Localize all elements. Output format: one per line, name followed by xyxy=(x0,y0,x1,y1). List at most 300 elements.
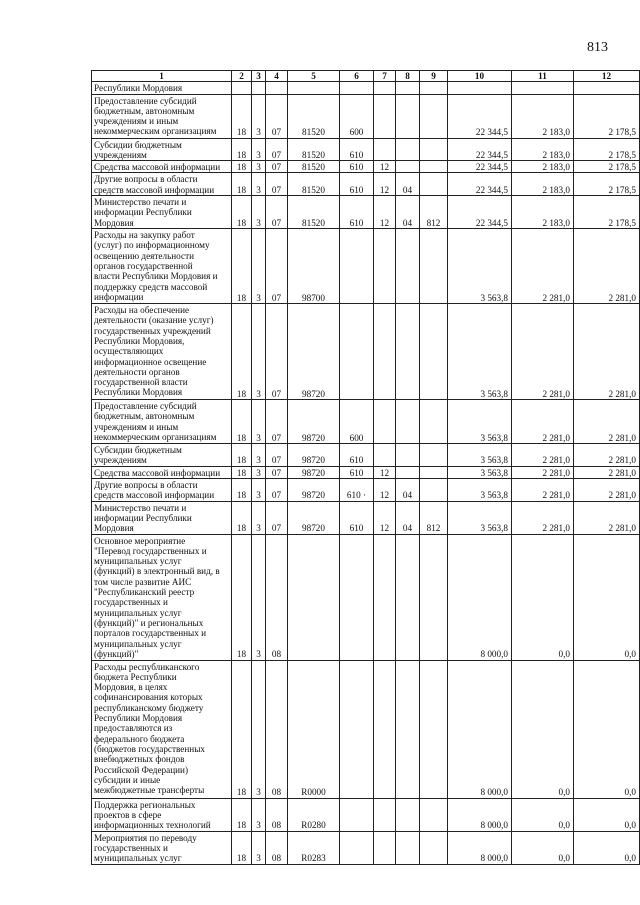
cell-c6 xyxy=(340,660,374,798)
cell-c5 xyxy=(288,534,340,660)
description-line: Республики Мордовия xyxy=(94,713,183,724)
cell-c3: 3 xyxy=(252,400,266,444)
cell-c11: 2 183,0 xyxy=(512,173,574,196)
cell-c12: 2 281,0 xyxy=(574,444,640,467)
cell-c7 xyxy=(374,534,396,660)
table-row xyxy=(92,229,640,304)
description-line: Мордовия xyxy=(94,523,134,534)
cell-c2: 18 xyxy=(232,466,252,478)
cell-c9 xyxy=(420,466,448,478)
cell-c12: 2 178,5 xyxy=(574,196,640,229)
table-row xyxy=(92,161,640,173)
description-line: Российской Федерации) xyxy=(94,764,189,775)
cell-c4 xyxy=(266,82,288,94)
description-line: Средства массовой информации xyxy=(94,162,221,173)
description-line: проектов в сфере xyxy=(94,809,162,820)
cell-c11: 2 281,0 xyxy=(512,478,574,501)
table-row xyxy=(92,400,640,444)
description-line: государственной власти xyxy=(94,377,188,388)
cell-c5: 98720 xyxy=(288,400,340,444)
cell-c7 xyxy=(374,798,396,831)
cell-c6 xyxy=(340,798,374,831)
cell-c9 xyxy=(420,478,448,501)
column-header: 12 xyxy=(574,71,640,82)
cell-c8 xyxy=(396,94,420,138)
description-line: Министерство печати и xyxy=(94,502,187,513)
cell-c6: 610 xyxy=(340,501,374,534)
description-line: том числе развитие АИС xyxy=(94,576,192,587)
table-row xyxy=(92,138,640,161)
cell-c6: 610 xyxy=(340,138,374,161)
cell-c8: 04 xyxy=(396,196,420,229)
cell-c5: R0283 xyxy=(288,831,340,864)
description-line: Предоставление субсидий xyxy=(94,95,197,106)
table-row xyxy=(92,534,640,660)
row-description xyxy=(92,229,232,304)
cell-c5: 81520 xyxy=(288,173,340,196)
cell-c12: 2 281,0 xyxy=(574,478,640,501)
cell-c4: 07 xyxy=(266,466,288,478)
row-description xyxy=(92,444,232,467)
description-line: Средства массовой информации xyxy=(94,467,221,478)
cell-c9 xyxy=(420,229,448,304)
row-description xyxy=(92,660,232,798)
cell-c10: 8 000,0 xyxy=(448,534,512,660)
row-description xyxy=(92,173,232,196)
description-line: (функций) в электронный вид, в xyxy=(94,566,220,577)
table-row xyxy=(92,173,640,196)
cell-c3: 3 xyxy=(252,444,266,467)
cell-c10: 22 344,5 xyxy=(448,173,512,196)
cell-c9 xyxy=(420,82,448,94)
cell-c2: 18 xyxy=(232,400,252,444)
table-row xyxy=(92,501,640,534)
cell-c6 xyxy=(340,304,374,400)
cell-c7: 12 xyxy=(374,196,396,229)
cell-c8 xyxy=(396,400,420,444)
cell-c3: 3 xyxy=(252,138,266,161)
table-row xyxy=(92,831,640,864)
cell-c11: 0,0 xyxy=(512,831,574,864)
column-header: 7 xyxy=(374,71,396,82)
cell-c11: 2 183,0 xyxy=(512,94,574,138)
description-line: бюджета Республики xyxy=(94,671,177,682)
cell-c4: 08 xyxy=(266,660,288,798)
cell-c3: 3 xyxy=(252,229,266,304)
description-line: средств массовой информации xyxy=(94,490,215,501)
cell-c7 xyxy=(374,660,396,798)
column-header: 3 xyxy=(252,71,266,82)
table-body xyxy=(92,71,640,865)
description-line: средств массовой информации xyxy=(94,184,215,195)
cell-c7 xyxy=(374,304,396,400)
cell-c10: 3 563,8 xyxy=(448,478,512,501)
cell-c6 xyxy=(340,534,374,660)
cell-c4: 08 xyxy=(266,831,288,864)
description-line: Субсидии бюджетным xyxy=(94,139,182,150)
description-line: Расходы на обеспечение xyxy=(94,305,190,316)
cell-c10: 22 344,5 xyxy=(448,94,512,138)
cell-c3: 3 xyxy=(252,660,266,798)
cell-c7: 12 xyxy=(374,173,396,196)
cell-c10: 22 344,5 xyxy=(448,161,512,173)
cell-c6: 610 xyxy=(340,161,374,173)
description-line: Мордовия xyxy=(94,217,134,228)
cell-c3: 3 xyxy=(252,304,266,400)
row-description xyxy=(92,94,232,138)
cell-c8 xyxy=(396,304,420,400)
description-line: Мероприятия по переводу xyxy=(94,832,197,843)
description-line: информации Республики xyxy=(94,512,192,523)
cell-c11: 2 183,0 xyxy=(512,196,574,229)
cell-c4: 07 xyxy=(266,304,288,400)
cell-c2: 18 xyxy=(232,138,252,161)
cell-c7 xyxy=(374,444,396,467)
cell-c6: 600 xyxy=(340,94,374,138)
cell-c5: 98720 xyxy=(288,466,340,478)
cell-c7: 12 xyxy=(374,478,396,501)
table-row xyxy=(92,466,640,478)
budget-table xyxy=(91,70,640,865)
cell-c8 xyxy=(396,798,420,831)
cell-c12: 0,0 xyxy=(574,534,640,660)
cell-c8: 04 xyxy=(396,173,420,196)
cell-c11: 2 183,0 xyxy=(512,161,574,173)
column-header: 6 xyxy=(340,71,374,82)
cell-c9: 812 xyxy=(420,196,448,229)
description-line: Поддержка региональных xyxy=(94,799,196,810)
cell-c10: 3 563,8 xyxy=(448,466,512,478)
description-line: Субсидии бюджетным xyxy=(94,445,182,456)
description-line: софинансирования которых xyxy=(94,692,203,703)
column-header: 1 xyxy=(92,71,232,82)
cell-c4: 07 xyxy=(266,444,288,467)
row-description xyxy=(92,161,232,173)
table-row xyxy=(92,660,640,798)
cell-c11: 2 281,0 xyxy=(512,304,574,400)
column-header: 10 xyxy=(448,71,512,82)
description-line: учреждениям xyxy=(94,455,147,466)
column-header: 2 xyxy=(232,71,252,82)
cell-c9 xyxy=(420,660,448,798)
cell-c9 xyxy=(420,161,448,173)
cell-c8 xyxy=(396,831,420,864)
cell-c12: 0,0 xyxy=(574,660,640,798)
cell-c7 xyxy=(374,229,396,304)
cell-c3: 3 xyxy=(252,798,266,831)
cell-c9 xyxy=(420,400,448,444)
description-line: Республики Мордовия, xyxy=(94,335,185,346)
cell-c12: 2 281,0 xyxy=(574,304,640,400)
cell-c9 xyxy=(420,831,448,864)
cell-c10: 22 344,5 xyxy=(448,138,512,161)
cell-c4: 07 xyxy=(266,229,288,304)
description-line: "Перевод государственных и xyxy=(94,545,207,556)
cell-c11: 2 281,0 xyxy=(512,466,574,478)
description-line: бюджетным, автономным xyxy=(94,411,195,422)
cell-c12: 0,0 xyxy=(574,831,640,864)
description-line: некоммерческим организациям xyxy=(94,431,217,442)
description-line: некоммерческим организациям xyxy=(94,126,217,137)
cell-c3: 3 xyxy=(252,534,266,660)
description-line: муниципальных услуг xyxy=(94,556,182,567)
cell-c10: 22 344,5 xyxy=(448,196,512,229)
cell-c2: 18 xyxy=(232,478,252,501)
description-line: (бюджетов государственных xyxy=(94,743,205,754)
cell-c8: 04 xyxy=(396,501,420,534)
description-line: Республики Мордовия xyxy=(94,83,183,94)
cell-c12: 2 178,5 xyxy=(574,173,640,196)
cell-c9 xyxy=(420,534,448,660)
description-line: (функций)" xyxy=(94,648,139,659)
cell-c12: 2 178,5 xyxy=(574,94,640,138)
description-line: федерального бюджета xyxy=(94,733,185,744)
table-row xyxy=(92,798,640,831)
cell-c6: 610 xyxy=(340,466,374,478)
cell-c5: 98720 xyxy=(288,478,340,501)
description-line: учреждениям xyxy=(94,149,147,160)
description-line: муниципальных услуг xyxy=(94,607,182,618)
cell-c5: 98720 xyxy=(288,444,340,467)
cell-c3: 3 xyxy=(252,196,266,229)
cell-c8 xyxy=(396,161,420,173)
cell-c10 xyxy=(448,82,512,94)
cell-c7: 12 xyxy=(374,501,396,534)
cell-c5: 81520 xyxy=(288,161,340,173)
cell-c8 xyxy=(396,229,420,304)
cell-c2: 18 xyxy=(232,173,252,196)
cell-c10: 3 563,8 xyxy=(448,444,512,467)
cell-c12: 2 281,0 xyxy=(574,501,640,534)
description-line: Расходы на закупку работ xyxy=(94,230,195,241)
cell-c7 xyxy=(374,831,396,864)
row-description xyxy=(92,400,232,444)
cell-c7 xyxy=(374,400,396,444)
row-description xyxy=(92,138,232,161)
cell-c10: 8 000,0 xyxy=(448,660,512,798)
description-line: поддержку средств массовой xyxy=(94,281,208,292)
cell-c2: 18 xyxy=(232,501,252,534)
cell-c8 xyxy=(396,138,420,161)
cell-c2: 18 xyxy=(232,304,252,400)
description-line: муниципальных услуг xyxy=(94,853,182,864)
cell-c5: 98720 xyxy=(288,501,340,534)
cell-c12: 2 178,5 xyxy=(574,138,640,161)
cell-c2: 18 xyxy=(232,196,252,229)
cell-c8: 04 xyxy=(396,478,420,501)
table-row xyxy=(92,82,640,94)
description-line: осуществляющих xyxy=(94,346,164,357)
description-line: учреждениям и иным xyxy=(94,116,179,127)
description-line: Основное мероприятие xyxy=(94,535,186,546)
cell-c6: 610 xyxy=(340,173,374,196)
cell-c11: 2 281,0 xyxy=(512,400,574,444)
description-line: (функций)" и региональных xyxy=(94,617,204,628)
row-description xyxy=(92,196,232,229)
description-line: государственных и xyxy=(94,842,168,853)
cell-c4: 07 xyxy=(266,478,288,501)
cell-c6: 610 xyxy=(340,444,374,467)
table-row xyxy=(92,444,640,467)
cell-c4: 08 xyxy=(266,534,288,660)
cell-c8 xyxy=(396,534,420,660)
description-line: информации xyxy=(94,291,144,302)
row-description xyxy=(92,831,232,864)
cell-c12: 2 281,0 xyxy=(574,466,640,478)
cell-c6: 600 xyxy=(340,400,374,444)
cell-c9: 812 xyxy=(420,501,448,534)
description-line: Другие вопросы в области xyxy=(94,479,198,490)
cell-c4: 07 xyxy=(266,400,288,444)
cell-c6 xyxy=(340,229,374,304)
description-line: межбюджетные трансферты xyxy=(94,785,205,796)
cell-c9 xyxy=(420,173,448,196)
cell-c11: 2 281,0 xyxy=(512,501,574,534)
cell-c10: 3 563,8 xyxy=(448,501,512,534)
cell-c8 xyxy=(396,660,420,798)
cell-c8 xyxy=(396,82,420,94)
cell-c6: 610 xyxy=(340,196,374,229)
cell-c6 xyxy=(340,82,374,94)
cell-c11: 0,0 xyxy=(512,534,574,660)
cell-c4: 07 xyxy=(266,138,288,161)
table-row xyxy=(92,304,640,400)
row-description xyxy=(92,478,232,501)
cell-c10: 3 563,8 xyxy=(448,400,512,444)
description-line: субсидии и иные xyxy=(94,774,161,785)
column-header: 4 xyxy=(266,71,288,82)
description-line: органов государственной xyxy=(94,260,193,271)
row-description xyxy=(92,798,232,831)
cell-c3: 3 xyxy=(252,831,266,864)
cell-c7: 12 xyxy=(374,466,396,478)
cell-c5 xyxy=(288,82,340,94)
cell-c11: 2 183,0 xyxy=(512,138,574,161)
cell-c11 xyxy=(512,82,574,94)
cell-c4: 07 xyxy=(266,196,288,229)
cell-c8 xyxy=(396,444,420,467)
description-line: власти Республики Мордовия и xyxy=(94,271,218,282)
cell-c12: 2 281,0 xyxy=(574,400,640,444)
cell-c4: 08 xyxy=(266,798,288,831)
description-line: деятельности органов xyxy=(94,366,180,377)
description-line: деятельности (оказание услуг) xyxy=(94,315,214,326)
cell-c3: 3 xyxy=(252,161,266,173)
cell-c4: 07 xyxy=(266,161,288,173)
cell-c2: 18 xyxy=(232,798,252,831)
cell-c2: 18 xyxy=(232,94,252,138)
cell-c10: 8 000,0 xyxy=(448,798,512,831)
description-line: Предоставление субсидий xyxy=(94,401,197,412)
column-header: 5 xyxy=(288,71,340,82)
cell-c4: 07 xyxy=(266,94,288,138)
description-line: муниципальных услуг xyxy=(94,638,182,649)
cell-c7 xyxy=(374,94,396,138)
cell-c2 xyxy=(232,82,252,94)
description-line: информационное освещение xyxy=(94,356,207,367)
cell-c6 xyxy=(340,831,374,864)
column-header: 9 xyxy=(420,71,448,82)
cell-c4: 07 xyxy=(266,501,288,534)
cell-c10: 3 563,8 xyxy=(448,304,512,400)
column-header: 11 xyxy=(512,71,574,82)
cell-c2: 18 xyxy=(232,831,252,864)
cell-c5: 81520 xyxy=(288,196,340,229)
cell-c2: 18 xyxy=(232,161,252,173)
cell-c12 xyxy=(574,82,640,94)
cell-c7: 12 xyxy=(374,161,396,173)
cell-c2: 18 xyxy=(232,534,252,660)
description-line: бюджетным, автономным xyxy=(94,105,195,116)
description-line: Министерство печати и xyxy=(94,197,187,208)
description-line: государственных и xyxy=(94,597,168,608)
cell-c3: 3 xyxy=(252,501,266,534)
table-row xyxy=(92,478,640,501)
description-line: информационных технологий xyxy=(94,820,211,831)
cell-c3: 3 xyxy=(252,466,266,478)
description-line: (услуг) по информационному xyxy=(94,240,210,251)
cell-c4: 07 xyxy=(266,173,288,196)
row-description xyxy=(92,304,232,400)
description-line: Мордовия, в целях xyxy=(94,682,168,693)
cell-c9 xyxy=(420,138,448,161)
cell-c9 xyxy=(420,94,448,138)
cell-c2: 18 xyxy=(232,660,252,798)
cell-c9 xyxy=(420,304,448,400)
cell-c3: 3 xyxy=(252,94,266,138)
cell-c6: 610 · xyxy=(340,478,374,501)
cell-c10: 8 000,0 xyxy=(448,831,512,864)
cell-c7 xyxy=(374,138,396,161)
cell-c5: 98700 xyxy=(288,229,340,304)
cell-c10: 3 563,8 xyxy=(448,229,512,304)
cell-c2: 18 xyxy=(232,229,252,304)
description-line: предоставляются из xyxy=(94,723,173,734)
description-line: информации Республики xyxy=(94,207,192,218)
cell-c5: R0000 xyxy=(288,660,340,798)
cell-c5: 81520 xyxy=(288,138,340,161)
column-header: 8 xyxy=(396,71,420,82)
cell-c2: 18 xyxy=(232,444,252,467)
row-description xyxy=(92,501,232,534)
cell-c11: 2 281,0 xyxy=(512,229,574,304)
description-line: внебюджетных фондов xyxy=(94,754,185,765)
cell-c3 xyxy=(252,82,266,94)
cell-c3: 3 xyxy=(252,173,266,196)
row-description xyxy=(92,82,232,94)
table-header-row xyxy=(92,71,640,82)
description-line: "Республиканский реестр xyxy=(94,587,195,598)
cell-c12: 2 178,5 xyxy=(574,161,640,173)
description-line: освещению деятельности xyxy=(94,250,195,261)
table-row xyxy=(92,196,640,229)
cell-c9 xyxy=(420,444,448,467)
description-line: Республики Мордовия xyxy=(94,387,183,398)
cell-c9 xyxy=(420,798,448,831)
table-row xyxy=(92,94,640,138)
page-number: 813 xyxy=(587,40,608,55)
description-line: республиканскому бюджету xyxy=(94,702,204,713)
cell-c5: 81520 xyxy=(288,94,340,138)
cell-c11: 2 281,0 xyxy=(512,444,574,467)
description-line: учреждениям и иным xyxy=(94,421,179,432)
cell-c8 xyxy=(396,466,420,478)
cell-c11: 0,0 xyxy=(512,798,574,831)
row-description xyxy=(92,466,232,478)
row-description xyxy=(92,534,232,660)
cell-c11: 0,0 xyxy=(512,660,574,798)
description-line: государственных учреждений xyxy=(94,325,211,336)
